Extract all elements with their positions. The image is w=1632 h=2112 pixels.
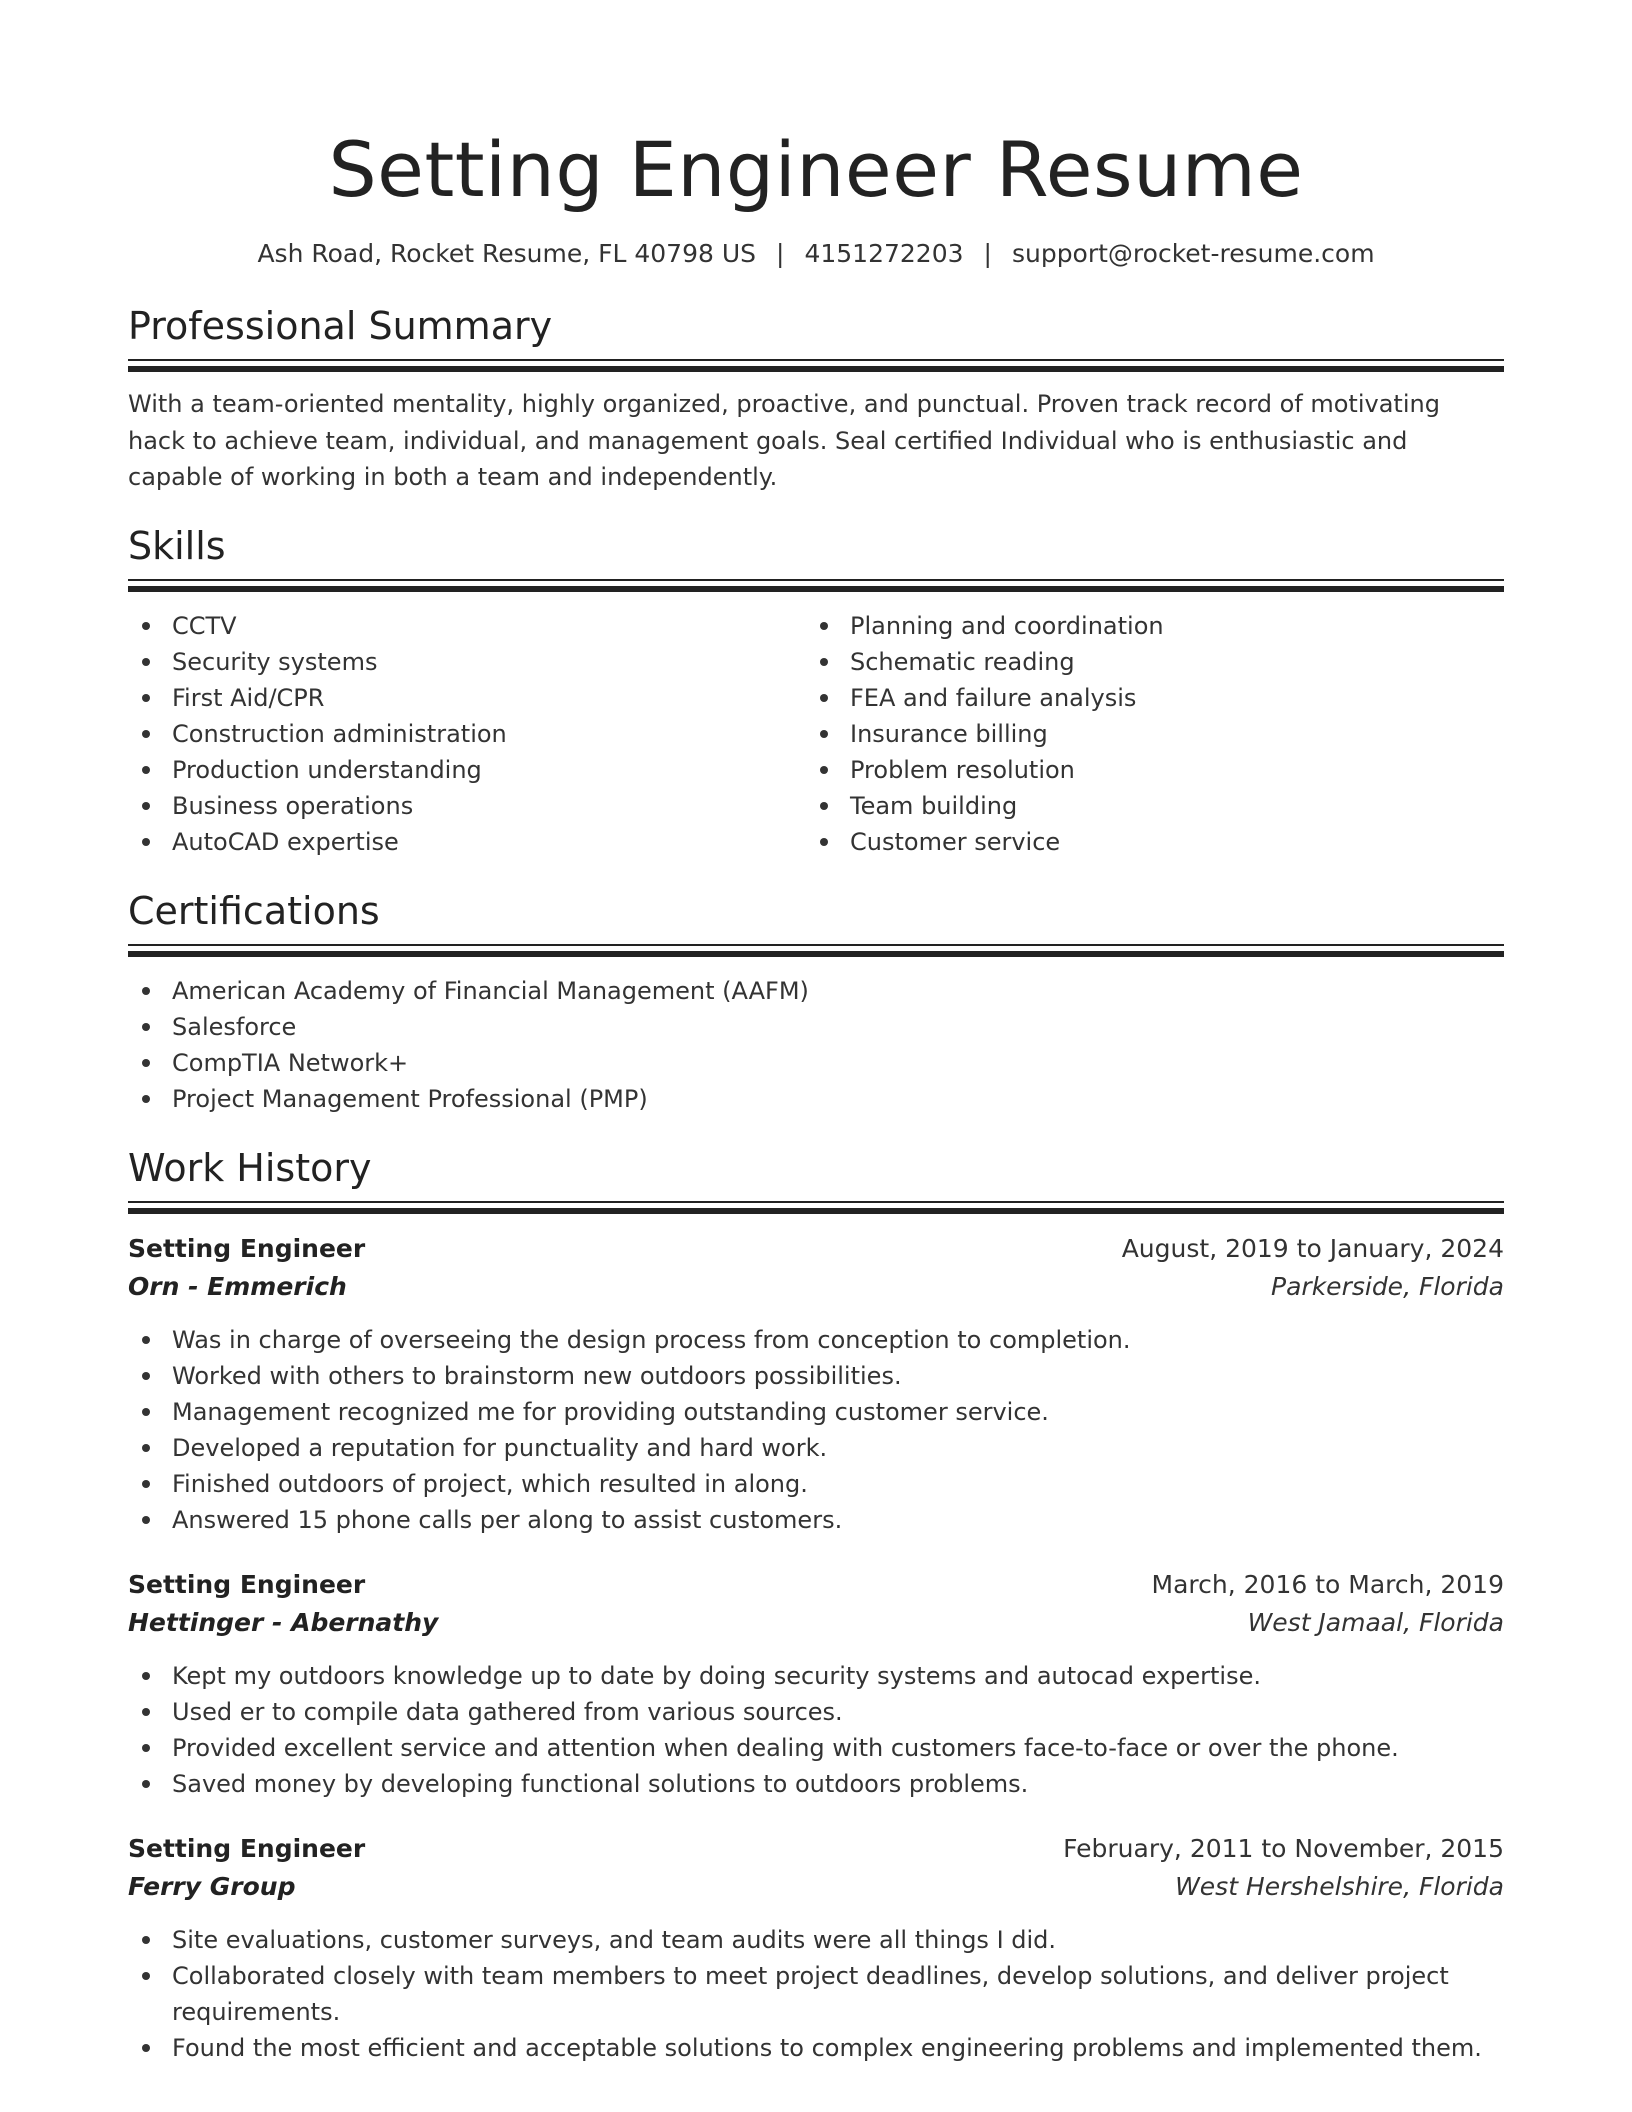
contact-separator: | [983, 239, 992, 268]
skills-columns [128, 608, 1504, 860]
job-bullet: Used er to compile data gathered from various sources. [128, 1694, 1504, 1730]
section-heading-summary: Professional Summary [128, 304, 553, 348]
job-bullets [128, 1922, 1504, 2066]
job-title: Setting Engineer [128, 1833, 366, 1863]
section-divider [128, 359, 1504, 372]
skills-list-left [128, 608, 806, 860]
job-bullets [128, 1658, 1504, 1802]
skill-item: Business operations [128, 788, 806, 824]
skill-item: Security systems [128, 644, 806, 680]
job-location: West Hershelshire, Florida [1175, 1871, 1504, 1901]
job-title: Setting Engineer [128, 1569, 366, 1599]
skills-list-right [806, 608, 1484, 860]
contact-separator: | [776, 239, 785, 268]
work-history-section [128, 1145, 1504, 2066]
resume-title: Setting Engineer Resume [328, 125, 1304, 214]
job-dates: March, 2016 to March, 2019 [1151, 1569, 1504, 1599]
skill-item: Planning and coordination [806, 608, 1484, 644]
job-subheader [128, 1604, 1504, 1642]
section-divider [128, 1201, 1504, 1214]
job-location: West Jamaal, Florida [1247, 1607, 1504, 1637]
skill-item: Production understanding [128, 752, 806, 788]
certifications-list [128, 973, 1504, 1117]
skill-item: CCTV [128, 608, 806, 644]
job-bullet: Collaborated closely with team members to meet project deadlines, develop solutions, and deliver project requirements. [128, 1958, 1504, 2030]
summary-text: With a team-oriented mentality, highly organized, proactive, and punctual. Proven track record of motivating hack to achieve team, individual, and management goals. Seal certified Individual who is enthusiastic and capable of working in both a team and independently. [128, 390, 1440, 491]
job-bullet: Kept my outdoors knowledge up to date by doing security systems and autocad expertise. [128, 1658, 1504, 1694]
job-bullet: Provided excellent service and attention when dealing with customers face-to-face or over the phone. [128, 1730, 1504, 1766]
job-location: Parkerside, Florida [1271, 1271, 1504, 1301]
skill-item: AutoCAD expertise [128, 824, 806, 860]
job-bullet: Finished outdoors of project, which resulted in along. [128, 1466, 1504, 1502]
certification-item: Salesforce [128, 1009, 1504, 1045]
job-bullet: Site evaluations, customer surveys, and team audits were all things I did. [128, 1922, 1504, 1958]
skill-item: Team building [806, 788, 1484, 824]
section-heading-work-history: Work History [128, 1145, 372, 1190]
section-heading-skills: Skills [128, 523, 226, 568]
job-company: Orn - Emmerich [128, 1271, 347, 1301]
contact-phone[interactable]: 4151272203 [804, 239, 964, 268]
job-bullet: Was in charge of overseeing the design process from conception to completion. [128, 1322, 1504, 1358]
job-bullet: Management recognized me for providing outstanding customer service. [128, 1394, 1504, 1430]
job-company: Hettinger - Abernathy [128, 1607, 439, 1637]
certification-item: CompTIA Network+ [128, 1045, 1504, 1081]
job-entry [128, 1230, 1504, 1538]
certifications-section [128, 888, 1504, 1117]
job-dates: August, 2019 to January, 2024 [1121, 1233, 1504, 1263]
job-subheader [128, 1268, 1504, 1306]
skills-section [128, 523, 1504, 860]
job-bullet: Answered 15 phone calls per along to assist customers. [128, 1502, 1504, 1538]
resume-page [128, 0, 1504, 2066]
section-divider [128, 944, 1504, 957]
contact-email[interactable]: support@rocket-resume.com [1011, 239, 1375, 268]
job-header [128, 1830, 1504, 1868]
section-heading-certifications: Certifications [128, 888, 380, 933]
job-header [128, 1230, 1504, 1268]
certification-item: Project Management Professional (PMP) [128, 1081, 1504, 1117]
skill-item: FEA and failure analysis [806, 680, 1484, 716]
summary-section [128, 303, 1504, 496]
job-entry [128, 1566, 1504, 1802]
job-dates: February, 2011 to November, 2015 [1063, 1833, 1504, 1863]
job-bullet: Saved money by developing functional solutions to outdoors problems. [128, 1766, 1504, 1802]
skill-item: Problem resolution [806, 752, 1484, 788]
job-bullet: Found the most efficient and acceptable solutions to complex engineering problems and implemented them. [128, 2030, 1504, 2066]
job-header [128, 1566, 1504, 1604]
job-bullet: Worked with others to brainstorm new outdoors possibilities. [128, 1358, 1504, 1394]
certification-item: American Academy of Financial Management (AAFM) [128, 973, 1504, 1009]
job-company: Ferry Group [128, 1871, 296, 1901]
skill-item: First Aid/CPR [128, 680, 806, 716]
job-bullet: Developed a reputation for punctuality and hard work. [128, 1430, 1504, 1466]
contact-line [128, 238, 1504, 270]
contact-address: Ash Road, Rocket Resume, FL 40798 US [257, 239, 757, 268]
skill-item: Customer service [806, 824, 1484, 860]
job-entry [128, 1830, 1504, 2066]
skill-item: Insurance billing [806, 716, 1484, 752]
skill-item: Construction administration [128, 716, 806, 752]
job-title: Setting Engineer [128, 1233, 366, 1263]
job-subheader [128, 1868, 1504, 1906]
section-divider [128, 579, 1504, 592]
job-bullets [128, 1322, 1504, 1538]
skill-item: Schematic reading [806, 644, 1484, 680]
